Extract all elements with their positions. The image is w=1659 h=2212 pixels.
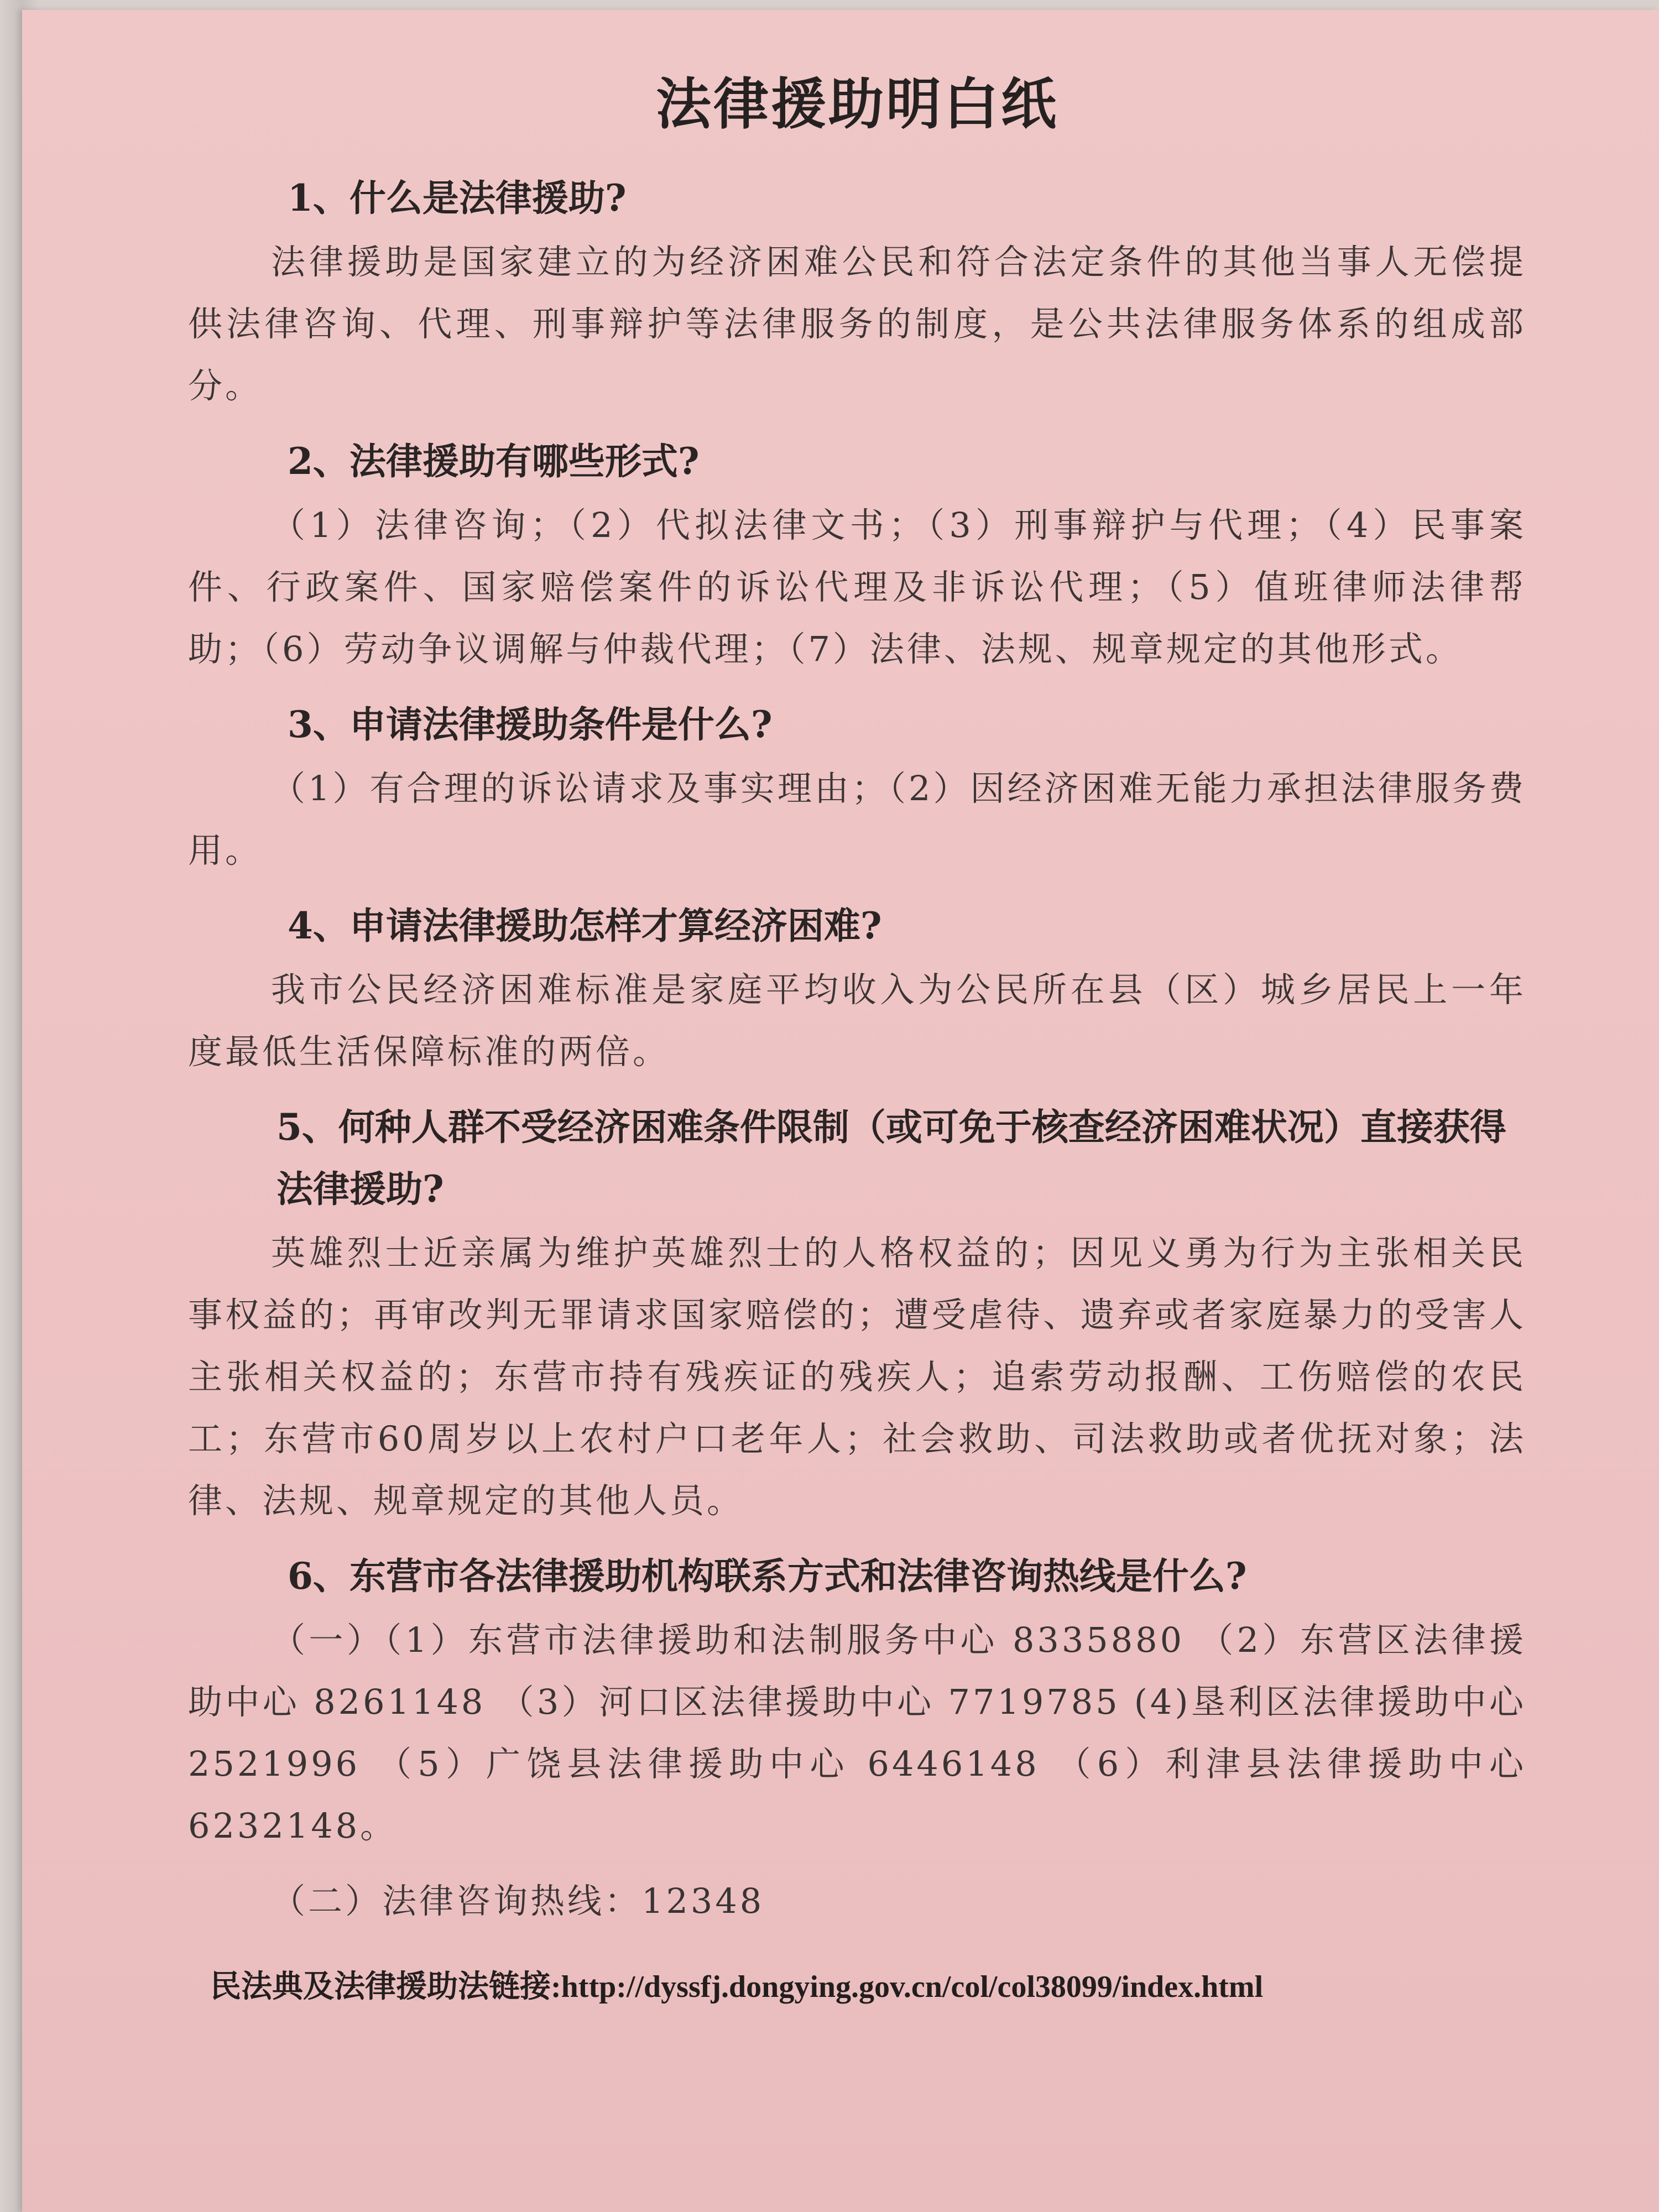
- section-6-body: （一）（1）东营市法律援助和法制服务中心 8335880 （2）东营区法律援助中心 8261148 （3）河口区法律援助中心 7719785 (4)垦利区法律援助中心 2521996 （5）广饶县法律援助中心 6446148 （6）利津县法律援助中心 6232148。: [188, 1620, 1526, 1846]
- section-1-heading: 1、什么是法律援助?: [288, 176, 627, 220]
- section-1-body: 法律援助是国家建立的为经济困难公民和符合法定条件的其他当事人无偿提供法律咨询、代理、刑事辩护等法律服务的制度，是公共法律服务体系的组成部分。: [188, 242, 1526, 406]
- document-content: [188, 60, 1526, 2012]
- section-3-heading: 3、申请法律援助条件是什么?: [288, 703, 773, 746]
- section-6-heading: 6、东营市各法律援助机构联系方式和法律咨询热线是什么?: [288, 1554, 1247, 1598]
- section-5-body: 英雄烈士近亲属为维护英雄烈士的人格权益的；因见义勇为行为主张相关民事权益的；再审改判无罪请求国家赔偿的；遭受虐待、遗弃或者家庭暴力的受害人主张相关权益的；东营市持有残疾证的残疾人；追索劳动报酬、工伤赔偿的农民工；东营市60周岁以上农村户口老年人；社会救助、司法救助或者优抚对象；法律、法规、规章规定的其他人员。: [188, 1233, 1526, 1521]
- paper-sheet: [22, 10, 1659, 2212]
- section-2-body: （1）法律咨询；（2）代拟法律文书；（3）刑事辩护与代理；（4）民事案件、行政案件、国家赔偿案件的诉讼代理及非诉讼代理；（5）值班律师法律帮助；（6）劳动争议调解与仲裁代理；（7）法律、法规、规章规定的其他形式。: [188, 505, 1526, 669]
- section-4-body: 我市公民经济困难标准是家庭平均收入为公民所在县（区）城乡居民上一年度最低生活保障标准的两倍。: [188, 969, 1526, 1072]
- section-4-heading: 4、申请法律援助怎样才算经济困难?: [288, 904, 882, 947]
- section-3-body: （1）有合理的诉讼请求及事实理由；（2）因经济困难无能力承担法律服务费用。: [188, 768, 1526, 870]
- section-5-heading: 5、何种人群不受经济困难条件限制（或可免于核查经济困难状况）直接获得法律援助?: [276, 1105, 1506, 1211]
- section-2-heading: 2、法律援助有哪些形式?: [288, 440, 700, 483]
- document-title: 法律援助明白纸: [656, 71, 1058, 137]
- footer-link[interactable]: 民法典及法律援助法链接:http://dyssfj.dongying.gov.cn/col/col38099/index.html: [210, 1970, 1264, 2004]
- hotline-text: （二）法律咨询热线：12348: [271, 1881, 765, 1921]
